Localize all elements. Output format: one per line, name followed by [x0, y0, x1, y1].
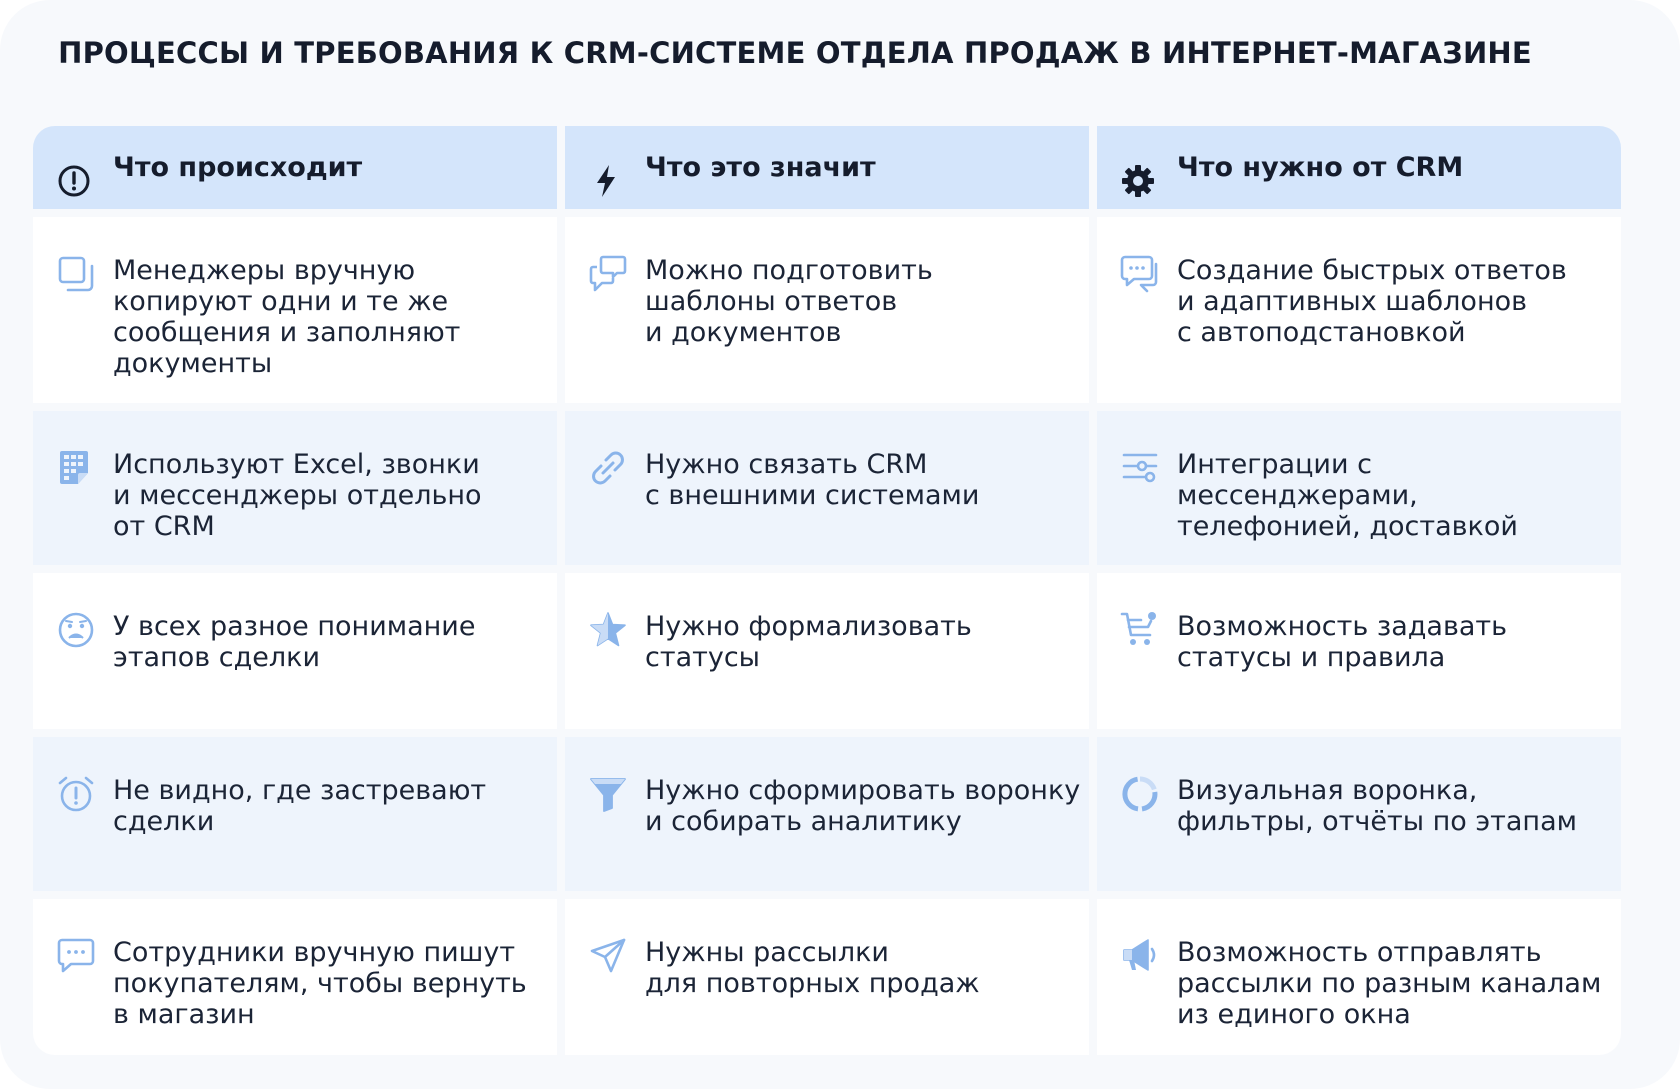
chat-bubbles-icon: [589, 255, 627, 293]
column-header-what-it-means: [565, 126, 1089, 209]
cell-text: Интеграции с мессенджерами, телефонией, доставкой: [1177, 449, 1518, 542]
paper-plane-icon: [589, 937, 627, 975]
copy-icon: [57, 255, 95, 293]
spreadsheet-icon: [57, 449, 95, 487]
star-icon: [589, 611, 627, 649]
table-cell: [33, 573, 557, 729]
column-header-label: Что это значит: [645, 152, 876, 183]
page-title: ПРОЦЕССЫ И ТРЕБОВАНИЯ К CRM-СИСТЕМЕ ОТДЕЛА ПРОДАЖ В ИНТЕРНЕТ-МАГАЗИНЕ: [58, 36, 1532, 70]
sliders-icon: [1121, 449, 1159, 487]
table-cell: [1097, 737, 1621, 891]
link-icon: [589, 449, 627, 487]
cell-text: Нужно связать CRM с внешними системами: [645, 449, 980, 511]
table-cell: [565, 411, 1089, 565]
exclamation-circle-icon: [57, 164, 95, 202]
cell-text: Нужны рассылки для повторных продаж: [645, 937, 980, 999]
confused-face-icon: [57, 611, 95, 649]
gear-icon: [1121, 164, 1159, 202]
table-cell: [1097, 411, 1621, 565]
table-cell: [565, 573, 1089, 729]
cell-text: Используют Excel, звонки и мессенджеры отдельно от CRM: [113, 449, 482, 542]
column-header-label: Что нужно от CRM: [1177, 152, 1464, 183]
column-header-crm-needs: [1097, 126, 1621, 209]
cart-icon: [1121, 611, 1159, 649]
donut-chart-icon: [1121, 775, 1159, 813]
table-cell: [1097, 899, 1621, 1055]
megaphone-icon: [1121, 937, 1159, 975]
message-icon: [57, 937, 95, 975]
cell-text: Менеджеры вручную копируют одни и те же сообщения и заполняют документы: [113, 255, 461, 379]
cell-text: Возможность отправлять рассылки по разным каналам из единого окна: [1177, 937, 1602, 1030]
column-header-label: Что происходит: [113, 152, 363, 183]
table-cell: [565, 217, 1089, 403]
table-cell: [1097, 217, 1621, 403]
alarm-clock-icon: [57, 775, 95, 813]
lightning-icon: [589, 164, 627, 202]
cell-text: Создание быстрых ответов и адаптивных шаблонов с автоподстановкой: [1177, 255, 1567, 348]
funnel-icon: [589, 775, 627, 813]
cell-text: Можно подготовить шаблоны ответов и документов: [645, 255, 933, 348]
table-cell: [33, 899, 557, 1055]
cell-text: У всех разное понимание этапов сделки: [113, 611, 476, 673]
table-cell: [1097, 573, 1621, 729]
quick-reply-icon: [1121, 255, 1159, 293]
table-cell: [33, 737, 557, 891]
cell-text: Нужно сформировать воронку и собирать аналитику: [645, 775, 1081, 837]
table-cell: [565, 899, 1089, 1055]
column-header-what-happens: [33, 126, 557, 209]
cell-text: Визуальная воронка, фильтры, отчёты по этапам: [1177, 775, 1578, 837]
cell-text: Нужно формализовать статусы: [645, 611, 972, 673]
table-cell: [33, 411, 557, 565]
table-cell: [33, 217, 557, 403]
table-cell: [565, 737, 1089, 891]
cell-text: Не видно, где застревают сделки: [113, 775, 487, 837]
cell-text: Возможность задавать статусы и правила: [1177, 611, 1508, 673]
requirements-table: [33, 126, 1621, 1055]
cell-text: Сотрудники вручную пишут покупателям, чтобы вернуть в магазин: [113, 937, 527, 1030]
